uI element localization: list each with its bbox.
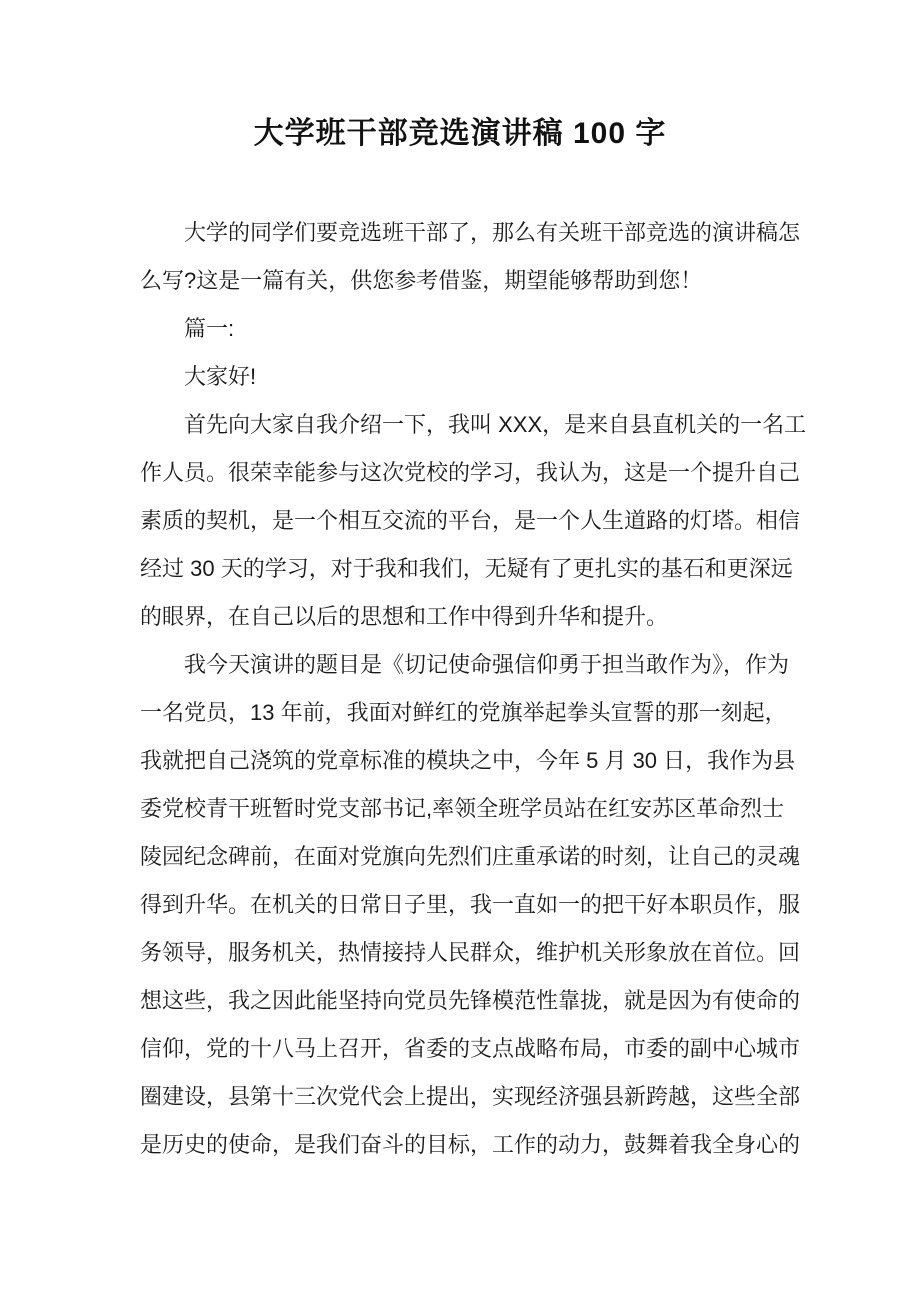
text-line: 圈建设，县第十三次党代会上提出，实现经济强县新跨越，这些全部 <box>140 1084 801 1109</box>
text-line: 篇一: <box>184 316 235 341</box>
text-line: 想这些，我之因此能坚持向党员先锋模范性靠拢，就是因为有使命的 <box>140 988 801 1013</box>
text-line: 陵园纪念碑前，在面对党旗向先烈们庄重承诺的时刻，让自己的灵魂 <box>140 844 801 869</box>
text-line: 我今天演讲的题目是《切记使命强信仰勇于担当敢作为》，作为 <box>184 652 790 677</box>
text-line: 得到升华。在机关的日常日子里，我一直如一的把干好本职员作，服 <box>140 892 801 917</box>
text-line: 大家好! <box>184 364 257 389</box>
document-body <box>140 209 807 1169</box>
text-line: 我就把自己浇筑的党章标准的模块之中，今年 5 月 30 日，我作为县 <box>140 748 796 773</box>
text-line: 务领导，服务机关，热情接持人民群众，维护机关形象放在首位。回 <box>140 940 801 965</box>
text-line: 的眼界，在自己以后的思想和工作中得到升华和提升。 <box>140 604 669 629</box>
text-line: 素质的契机，是一个相互交流的平台，是一个人生道路的灯塔。相信 <box>140 508 801 533</box>
text-line: 一名党员，13 年前，我面对鲜红的党旗举起拳头宣誓的那一刻起， <box>140 700 787 725</box>
text-line: 大学的同学们要竞选班干部了，那么有关班干部竞选的演讲稿怎 <box>184 220 801 245</box>
text-line: 首先向大家自我介绍一下，我叫 XXX，是来自县直机关的一名工 <box>184 412 807 437</box>
text-line: 作人员。很荣幸能参与这次党校的学习，我认为，这是一个提升自己 <box>140 460 801 485</box>
text-line: 么写?这是一篇有关，供您参考借鉴，期望能够帮助到您！ <box>140 268 703 293</box>
text-line: 信仰，党的十八马上召开，省委的支点战略布局，市委的副中心城市 <box>140 1036 801 1061</box>
document-title: 大学班干部竞选演讲稿 100 字 <box>253 117 667 150</box>
text-line: 是历史的使命，是我们奋斗的目标，工作的动力，鼓舞着我全身心的 <box>140 1132 801 1157</box>
text-line: 委党校青干班暂时党支部书记,率领全班学员站在红安苏区革命烈士 <box>140 796 785 821</box>
text-line: 经过 30 天的学习，对于我和我们，无疑有了更扎实的基石和更深远 <box>140 556 793 581</box>
